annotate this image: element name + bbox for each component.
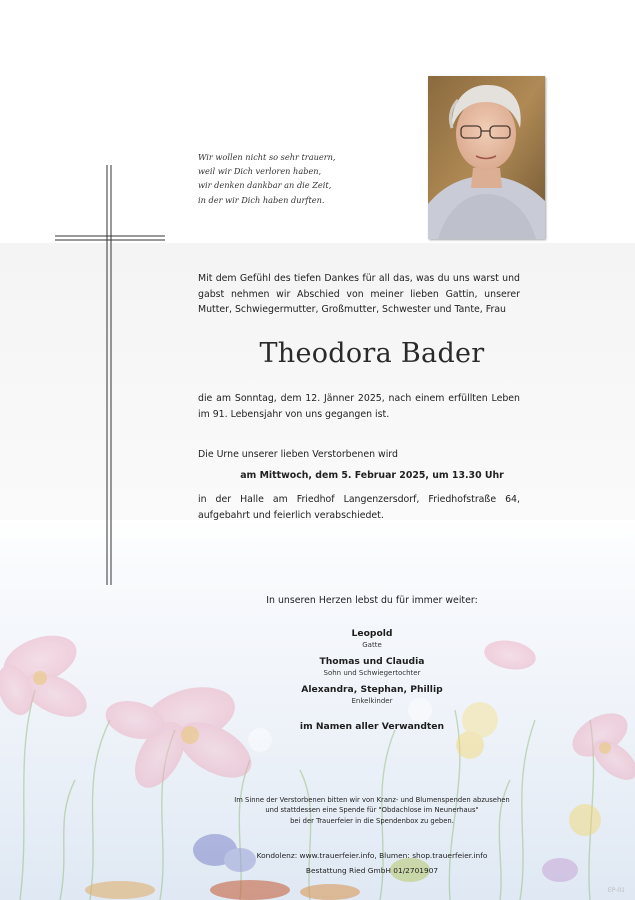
donation-note-line: und stattdessen eine Spende für "Obdachlose im Neunerhaus"	[265, 806, 479, 815]
memorial-poem	[198, 150, 408, 207]
family-member-name: Alexandra, Stephan, Phillip	[301, 684, 443, 695]
corner-code: EP-01	[607, 887, 625, 894]
poem-line: in der wir Dich haben durften.	[198, 194, 325, 205]
poem-line: wir denken dankbar an die Zeit,	[198, 180, 332, 191]
hearts-line: In unseren Herzen lebst du für immer weiter:	[266, 595, 478, 606]
donation-note-line: bei der Trauerfeier in die Spendenbox zu geben.	[290, 816, 454, 825]
portrait-photo	[428, 76, 545, 239]
condolence-line: Kondolenz: www.trauerfeier.info, Blumen: shop.trauerfeier.info	[256, 851, 488, 860]
death-info: die am Sonntag, dem 12. Jänner 2025, nach einem erfüllten Leben im 91. Lebensjahr von uns gegangen ist.	[198, 393, 520, 420]
urn-intro: Die Urne unserer lieben Verstorbenen wird	[198, 449, 398, 460]
poem-line: Wir wollen nicht so sehr trauern,	[198, 152, 336, 162]
family-member-name: Thomas und Claudia	[319, 656, 425, 667]
donation-note-line: Im Sinne der Verstorbenen bitten wir von Kranz- und Blumenspenden abzusehen	[234, 796, 510, 804]
intro-text: Mit dem Gefühl des tiefen Dankes für all das, was du uns warst und gabst nehmen wir Abschied von meiner lieben Gattin, unserer Mutter, Schwiegermutter, Großmutter, Schwester und Tante, Frau	[198, 273, 520, 315]
family-member-name: Leopold	[351, 628, 393, 639]
cross-icon	[55, 165, 165, 585]
family-member-relation: Sohn und Schwiegertochter	[323, 669, 421, 677]
ceremony-place: in der Halle am Friedhof Langenzersdorf, Friedhofstraße 64, aufgebahrt und feierlich verabschiedet.	[198, 494, 520, 521]
deceased-name: Theodora Bader	[259, 338, 485, 369]
relatives-line: im Namen aller Verwandten	[299, 721, 445, 732]
ceremony-date: am Mittwoch, dem 5. Februar 2025, um 13.30 Uhr	[240, 470, 504, 481]
undertaker-line: Bestattung Ried GmbH 01/2701907	[305, 866, 439, 875]
family-member-relation: Gatte	[362, 641, 382, 649]
poem-line: weil wir Dich verloren haben,	[198, 166, 322, 177]
donation-note	[198, 795, 546, 826]
family-member-relation: Enkelkinder	[351, 697, 393, 705]
